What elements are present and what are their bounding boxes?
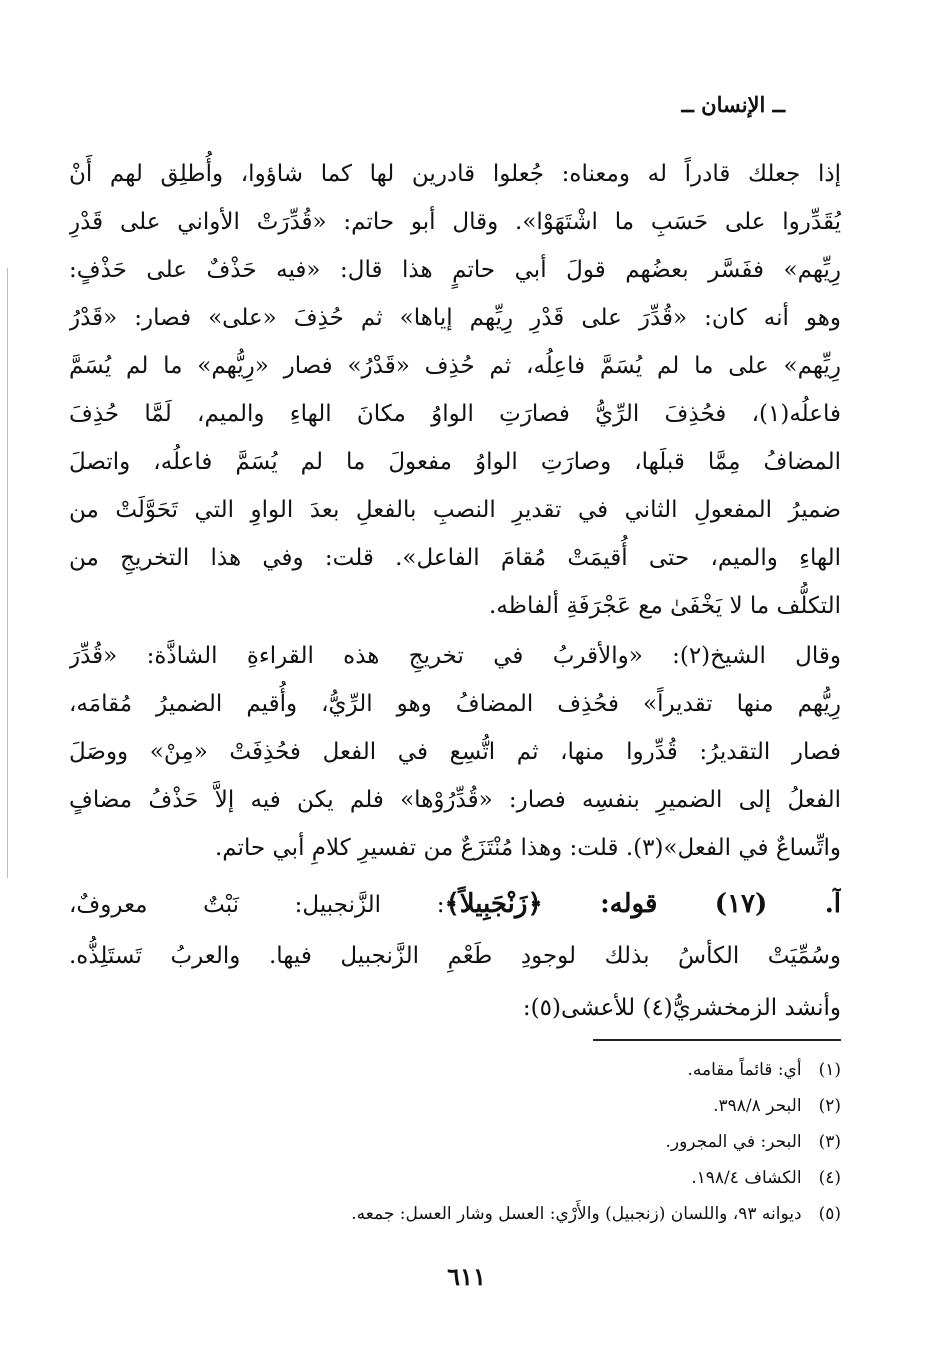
- margin-line: [7, 268, 8, 878]
- text-line: واتِّساعٌ في الفعل»(٣). قلت: وهذا مُنْتَزَعٌ من تفسيرِ كلامِ أبي حاتم.: [214, 835, 841, 861]
- footnote-item: [81, 1088, 841, 1124]
- footnote-number: (٥): [818, 1204, 841, 1224]
- text-line: فصار التقديرُ: قُدِّروا منها، ثم اتُّسِع في الفعل فحُذِفَتْ «مِنْ» ووصَلَ: [69, 739, 841, 765]
- footnote-text: البحر ٣٩٨/٨.: [713, 1096, 802, 1116]
- footnote-text: ديوانه ٩٣، واللسان (زنجبيل) والأَرْي: العسل وشار العسل: جمعه.: [351, 1204, 802, 1224]
- footnote-number: (٤): [818, 1168, 841, 1188]
- footnote-item: [81, 1052, 841, 1088]
- footnote-item: [81, 1196, 841, 1232]
- text-line: ضميرُ المفعولِ الثاني في تقديرِ النصبِ بالفعلِ بعدَ الواوِ التي تَحَوَّلَتْ من: [69, 497, 841, 523]
- quranic-word: ﴿زَنْجَبِيلاً﴾: [444, 889, 543, 919]
- definition-text: : الزَّنجبيل: نَبْتٌ معروفٌ،: [69, 892, 445, 918]
- paragraph-1: [69, 150, 841, 630]
- page-number: ٦١١: [447, 1262, 486, 1291]
- text-line: وأنشد الزمخشريُّ(٤) للأعشى(٥):: [522, 995, 841, 1021]
- text-line: وهو أنه كان: «قُدِّرَ على قَدْرِ رِيِّهم إياها» ثم حُذِفَ «على» فصار: «قَدْرُ: [69, 305, 841, 331]
- text-line: رِيُّهم منها تقديراً» فحُذِف المضافُ وهو الرِّيُّ، وأُقيم الضميرُ مُقامَه،: [69, 691, 841, 717]
- footnote-number: (٣): [818, 1132, 841, 1152]
- footnote-number: (١): [818, 1060, 841, 1080]
- text-line: رِيِّهم» على ما لم يُسَمَّ فاعِلُه، ثم حُذِف «قَدْرُ» فصار «رِيُّهم» ما لم يُسَمَّ: [69, 353, 841, 379]
- footnote-divider: [593, 1039, 841, 1041]
- text-line: إذا جعلك قادراً له ومعناه: جُعلوا قادرين لها كما شاؤوا، وأُطلِق لهم أَنْ: [69, 161, 841, 187]
- footnote-item: [81, 1124, 841, 1160]
- paragraph-3: [69, 878, 841, 1034]
- text-line: يُقَدِّروا على حَسَبِ ما اشْتَهَوْا». وقال أبو حاتم: «قُدِّرَتْ الأواني على قَدْرِ: [69, 209, 841, 235]
- text-line: وقال الشيخ(٢): «والأقربُ في تخريجِ هذه القراءةِ الشاذَّة: «قُدِّرَ: [69, 643, 841, 669]
- footnote-text: البحر: في المجرور.: [665, 1132, 802, 1152]
- text-line: وسُمِّيَتْ الكأسُ بذلك لوجودِ طَعْمِ الزَّنجبيل فيها. والعربُ تَستَلِذُّه.: [69, 943, 841, 969]
- running-header: ــ الإنسان ــ: [681, 92, 785, 117]
- footnote-text: الكشاف ١٩٨/٤.: [691, 1168, 802, 1188]
- paragraph-2: [69, 632, 841, 872]
- text-line: الفعلُ إلى الضميرِ بنفسِه فصار: «قُدِّرُوْها» فلم يكن فيه إلاَّ حَذْفُ مضافٍ: [69, 787, 841, 813]
- verse-heading-line: [69, 878, 841, 930]
- footnotes: [81, 1052, 841, 1232]
- footnote-number: (٢): [818, 1096, 841, 1116]
- footnote-text: أي: قائماً مقامه.: [687, 1060, 802, 1080]
- text-line: فاعلُه(١)، فحُذِفَ الرِّيُّ فصارَتِ الواوُ مكانَ الهاءِ والميم، لَمَّا حُذِفَ: [69, 401, 841, 427]
- text-line: الهاءِ والميم، حتى أُقيمَتْ مُقامَ الفاعل». قلت: وفي هذا التخريجِ من: [69, 545, 841, 571]
- text-line: التكلُّف ما لا يَخْفَىٰ مع عَجْرَفَةِ ألفاظه.: [489, 593, 841, 619]
- text-line: المضافُ مِمَّا قبلَها، وصارَتِ الواوُ مفعولَ ما لم يُسَمَّ فاعلُه، واتصلَ: [69, 449, 841, 475]
- verse-number: آ. (١٧) قوله:: [542, 889, 841, 919]
- footnote-item: [81, 1160, 841, 1196]
- text-line: رِيِّهم» ففَسَّر بعضُهم قولَ أبي حاتمٍ هذا قال: «فيه حَذْفٌ على حَذْفٍ:: [69, 257, 841, 283]
